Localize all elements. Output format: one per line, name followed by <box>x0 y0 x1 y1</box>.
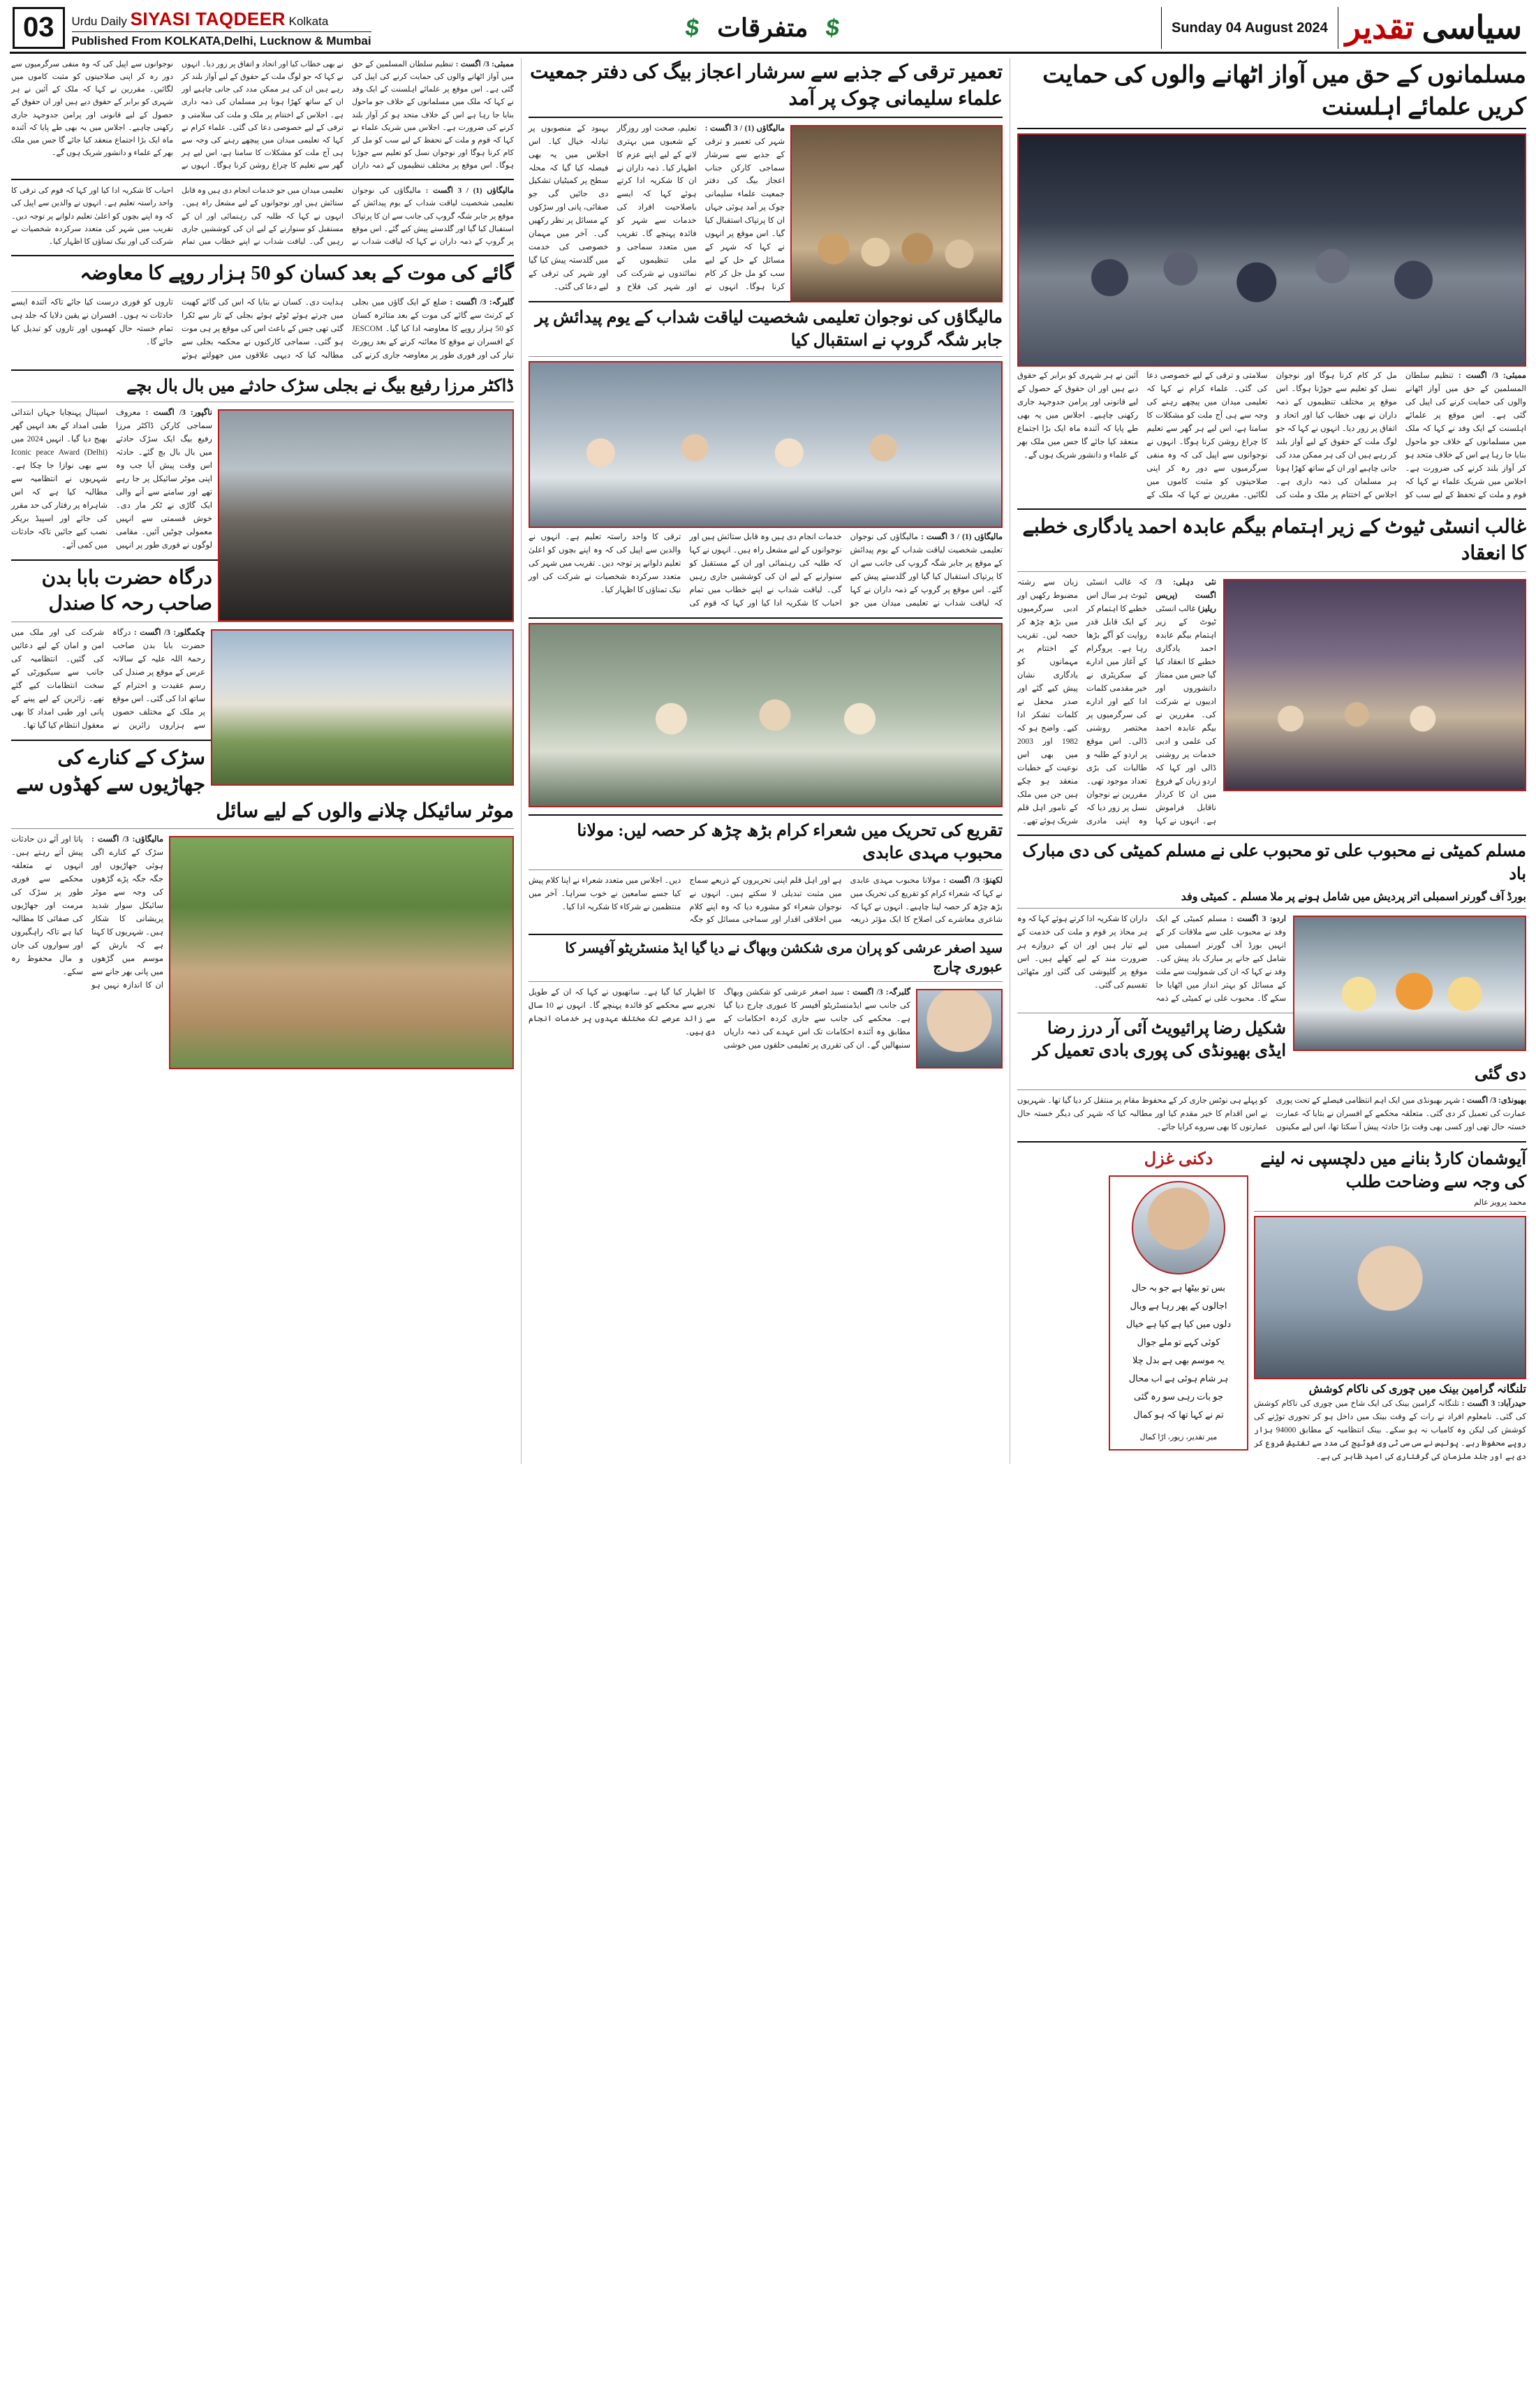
article-dateline: گلبرگہ: 3/ اگست : <box>450 298 515 307</box>
divider <box>11 291 514 292</box>
ghazal-lines <box>1114 1279 1243 1445</box>
divider <box>1017 1141 1526 1143</box>
ghazal-line: اجالوں کے پھر رہا ہے وبال <box>1130 1300 1227 1311</box>
ghazal-block <box>1109 1147 1248 1464</box>
article-headline: ڈاکٹر مرزا رفیع بیگ نے بجلی سڑک حادثے میں بال بال بچے <box>126 376 514 395</box>
masthead-title-block <box>72 8 371 48</box>
article-photo <box>1017 133 1526 367</box>
divider <box>529 117 1003 118</box>
article-dateline: حیدرآباد: 3 اگست : <box>1461 1399 1527 1408</box>
page-number: 03 <box>13 7 65 49</box>
article-body <box>529 874 1003 927</box>
article-liyaqat-shadab <box>529 307 1003 610</box>
article-body <box>1017 913 1286 1006</box>
published-from: Published From KOLKATA,Delhi, Lucknow & Mumbai <box>72 31 371 48</box>
article-dateline: بھیونڈی: 3/ اگست : <box>1462 1096 1527 1106</box>
article-photo <box>529 361 1003 528</box>
article-dateline: گلبرگہ: 3/ اگست : <box>846 988 910 997</box>
divider <box>529 356 1003 357</box>
masthead-brand-line <box>72 8 371 31</box>
ghazal-line: یہ موسم بھی ہے بدل چلا <box>1132 1354 1225 1365</box>
article-subhead: بورڈ آف گورنر اسمبلی اتر پردیش میں شامل ہونے پر ملا مسلم ۔ کمیٹی وفد <box>1181 891 1526 904</box>
article-photo <box>218 409 514 622</box>
divider <box>1254 1211 1526 1212</box>
article-body <box>11 833 163 992</box>
brand-roman: SIYASI TAQDEER <box>130 8 286 30</box>
article-headline: سڑک کے کنارے کی جھاڑیوں سے کھڈوں سے موٹر سائیکل چلانے والوں کے لیے سائل <box>16 747 514 822</box>
ghazal-line: جو بات رہی سو رہ گئی <box>1133 1390 1223 1402</box>
article-text: ضلع کے ایک گاؤں میں بجلی کے کرنٹ سے گائے کی موت کے بعد متاثرہ کسان کو 50 ہزار روپے کا معاوضہ ادا کیا گیا۔ JESCOM کے افسران نے موقع کا معائنہ کرنے کے بعد رپورٹ تیار کی اور فوری طور پر معاوضہ جاری کرنے کی ہدایت دی۔ کسان نے بتایا کہ اس کی گائے کھیت میں چرتے ہوئے ٹوٹے ہوئے بجلی کے تار سے ٹکرا گئی تھی جس کے باعث اس کی موقع پر ہی موت ہو گئی۔ سماجی کارکنوں نے محکمہ بجلی سے مطالبہ کیا کہ دیہی علاقوں میں جھولتے ہوئے تاروں کو فوری درست کیا جائے تاکہ آئندہ ایسے حادثات نہ ہوں۔ افسران نے یقین دلایا کہ جلد ہی تمام خستہ حال کھمبوں اور تاروں کو تبدیل کیا جائے گا۔ <box>11 298 514 360</box>
article-text: تنظیم سلطان المسلمین کے حق میں آواز اٹھانے والوں کی حمایت کرنے کی اپیل کی گئی ہے۔ اس موقع پر علمائے اہلسنت کے ایک وفد نے کہا کہ ملک میں مسلمانوں کے خلاف جو ماحول بنایا جا رہا ہے اس کے خلاف متحد ہو کر آواز بلند کرنے کی ضرورت ہے۔ اجلاس میں شریک علماء نے کہا کہ قوم و ملت کے تحفظ کے لیے سب کو مل کر کام کرنا ہوگا اور نوجوان نسل کو تعلیم سے جوڑنا ہوگا۔ اس موقع پر مختلف تنظیموں کے ذمہ داران نے بھی خطاب کیا اور اتحاد و اتفاق پر زور دیا۔ انہوں نے کہا کہ جو لوگ ملت کے حقوق کے لیے آواز بلند کر رہے ہیں ان کی ہر ممکن مدد کی جانی چاہیے اور ان کے ساتھ کھڑا ہونا ہر مسلمان کی ذمہ داری ہے۔ اجلاس کے اختتام پر ملک و ملت کی سلامتی و ترقی کے لیے خصوصی دعا کی گئی۔ علماء کرام نے کہا کہ تعلیمی میدان میں پیچھے رہنے کی وجہ سے ہی آج ملت کو مشکلات کا سامنا ہے، اس لیے ہر گھر سے تعلیم کا چراغ روشن کرنا ہوگا۔ انہوں نے نوجوانوں سے اپیل کی کہ وہ منفی سرگرمیوں سے دور رہ کر اپنی صلاحیتوں کو مثبت کاموں میں لگائیں۔ مقررین نے کہا کہ ملک کے آئین نے ہر شہری کو برابر کے حقوق دیے ہیں اور ان حقوق کے حصول کے لیے قانونی اور پرامن جدوجہد جاری رکھنی چاہیے۔ اجلاس میں یہ بھی طے پایا کہ آئندہ ماہ ایک بڑا اجتماع منعقد کیا جائے گا جس میں ملک بھر کے علماء و دانشور شریک ہوں گے۔ <box>1017 371 1526 499</box>
article-headline: غالب انسٹی ٹیوٹ کے زیر اہتمام بیگم عابدہ احمد یادگاری خطبے کا انعقاد <box>1022 516 1526 565</box>
masthead-center <box>371 7 1154 49</box>
dollar-icon: $ <box>684 14 701 41</box>
article-body <box>11 406 212 552</box>
divider <box>1017 571 1526 572</box>
ghazal-line: تم نے کہا تھا کہ ہو کمال <box>1133 1409 1224 1420</box>
divider <box>529 934 1003 935</box>
article-headline: آیوشمان کارڈ بنانے میں دلچسپی نہ لینے کی وجہ سے وضاحت طلب <box>1260 1150 1526 1191</box>
article-photo <box>169 836 514 1069</box>
divider <box>1017 835 1526 836</box>
article-ayushman-card <box>1254 1147 1526 1464</box>
nameplate <box>1345 12 1522 44</box>
nameplate-part-1: سیاسی <box>1421 10 1522 45</box>
article-headline: تعمیر ترقی کے جذبے سے سرشار اعجاز بیگ کی دفتر جمعیت علماء سلیمانی چوک پر آمد <box>530 61 1003 110</box>
masthead-city: Kolkata <box>288 15 329 29</box>
divider <box>1017 128 1526 129</box>
article-body <box>529 122 785 295</box>
article-body <box>529 531 1003 610</box>
article-dateline: مالیگاؤں (1) / 3 اگست : <box>425 186 514 196</box>
article-muslim-support-continued <box>11 58 514 172</box>
article-text: درگاہ حضرت بابا بدن صاحب رحمۃ اللہ علیہ کے سالانہ عرس کے موقع پر صندل کی رسم عقیدت و احترام کے ساتھ ادا کی گئی۔ اس موقع پر ملک کے مختلف حصوں سے ہزاروں زائرین نے شرکت کی اور ملک میں امن و امان کے لیے دعائیں کی گئیں۔ انتظامیہ کی جانب سے سیکیورٹی کے سخت انتظامات کیے گئے تھے۔ زائرین کے لیے پینے کے پانی اور طبی امداد کا بھی معقول انتظام کیا گیا تھا۔ <box>11 629 205 731</box>
article-text: تلنگانہ گرامین بینک کی ایک شاخ میں چوری کی ناکام کوشش کی گئی۔ نامعلوم افراد نے رات کے وقت بینک میں داخل ہو کر تجوری توڑنے کی کوشش کی لیکن وہ کامیاب نہ ہو سکے۔ بینک انتظامیہ کے مطابق 94000 ہزار روپے محفوظ رہے۔ پولیس نے سی سی ٹی وی فوٹیج کی مدد سے تفتیش شروع کر دی ہے اور جلد ملزمان کی گرفتاری کی امید ظاہر کی ہے۔ <box>1254 1399 1527 1461</box>
article-photo <box>1254 1216 1526 1379</box>
article-dateline: ناگپور: 3/ اگست : <box>145 409 213 417</box>
article-asghar-arshi <box>529 939 1003 1052</box>
article-dateline: لکھنؤ: 3/ اگست : <box>943 876 1003 885</box>
article-liyaqat-continued <box>11 184 514 248</box>
divider <box>1017 1089 1526 1090</box>
divider <box>529 869 1003 870</box>
divider <box>11 179 514 180</box>
article-cow-compensation <box>11 260 514 362</box>
masthead <box>10 7 1526 54</box>
divider <box>529 617 1003 619</box>
article-body <box>11 296 514 362</box>
divider <box>529 981 1003 982</box>
article-dateline: نئی دہلی: 3/ اگست (پریس ریلیز) <box>1155 578 1216 613</box>
article-body <box>11 626 205 733</box>
section-title: متفرقات <box>717 14 808 42</box>
divider <box>11 369 514 371</box>
article-dateline: ممبئی: 3/ اگست : <box>1458 371 1527 380</box>
article-muslim-committee <box>1017 840 1526 1006</box>
article-text: سڑک کے کنارے اگی ہوئی جھاڑیوں اور جگہ جگہ پڑے گڑھوں کی وجہ سے موٹر سائیکل سوار شدید پریشانی کا شکار ہیں۔ شہریوں کا کہنا ہے کہ بارش کے موسم میں گڑھوں میں پانی بھر جانے سے ان کا اندازہ نہیں ہو پاتا اور آئے دن حادثات پیش آتے رہتے ہیں۔ انہوں نے متعلقہ محکمے سے فوری طور پر سڑک کی مرمت اور جھاڑیوں کی صفائی کا مطالبہ کیا ہے تاکہ راہگیروں اور سواروں کی جان و مال محفوظ رہ سکے۔ <box>11 835 163 990</box>
article-text: شہر کی تعمیر و ترقی کے جذبے سے سرشار سماجی کارکن جناب اعجاز بیگ کی دفتر جمعیت علماء سلیمانی چوک پر آمد ہوئی جہاں ان کا پرتپاک استقبال کیا گیا۔ اس موقع پر انہوں نے کہا کہ شہر کے مسائل کے حل کے لیے سب کو مل جل کر کام کرنا ہوگا۔ انہوں نے تعلیم، صحت اور روزگار کے شعبوں میں بہتری لانے کے لیے اپنے عزم کا اظہار کیا۔ ذمہ داران نے ان کا شکریہ ادا کرتے ہوئے کہا کہ ایسے باصلاحیت افراد کی خدمات سے شہر کو فائدہ پہنچے گا۔ تقریب میں متعدد سماجی و ملی تنظیموں کے نمائندوں نے شرکت کی اور شہر کی فلاح و بہبود کے منصوبوں پر تبادلہ خیال کیا۔ اس اجلاس میں یہ بھی فیصلہ کیا گیا کہ محلہ سطح پر کمیٹیاں تشکیل دی جائیں گی جو صفائی، پانی اور سڑکوں کے مسائل پر نظر رکھیں گی۔ آخر میں مہمان خصوصی کی خدمت میں گلدستہ پیش کیا گیا اور شہر کی ترقی کے لیے دعا کی گئی۔ <box>529 124 785 292</box>
article-photo <box>1223 579 1526 791</box>
article-headline: مالیگاؤں کی نوجوان تعلیمی شخصیت لیاقت شداب کے یوم پیدائش پر جابر شگہ گروپ نے استقبال کیا <box>535 309 1003 350</box>
article-body <box>529 986 910 1052</box>
ghazal-box <box>1109 1175 1248 1451</box>
article-headline: تقریع کی تحریک میں شعراء کرام بڑھ چڑھ کر حصہ لیں: مولانا محبوب مہدی عابدی <box>577 821 1003 863</box>
masthead-logo <box>1345 7 1526 49</box>
ghazal-poet: میر تقدیر، زیور، اڑا کمال <box>1139 1432 1218 1441</box>
article-headline: شکیل رضا پرائیویٹ آئی آر درز رضا ایڈی بھیونڈی کی پوری بادی تعمیل کر دی گئی <box>1033 1020 1526 1083</box>
article-photo <box>529 623 1003 807</box>
bottom-right-block <box>1017 1147 1526 1464</box>
article-body <box>1254 1397 1526 1464</box>
article-poets-movement <box>529 820 1003 927</box>
article-headline: سید اصغر عرشی کو پران مری شکشن وبھاگ نے دیا گیا ایڈ منسٹریٹو آفیسر کا عبوری چارج <box>565 941 1003 976</box>
article-rafi-beg-accident <box>11 375 514 552</box>
article-headline: گائے کی موت کے بعد کسان کو 50 ہزار روپے کا معاوضہ <box>80 262 514 284</box>
ghazal-line: ہر شام ہوئی ہے اب محال <box>1128 1372 1229 1383</box>
article-body <box>11 58 514 172</box>
ghazal-line: دلوں میں کیا ہے کیا ہے خیال <box>1125 1318 1232 1329</box>
article-dateline: مالیگاؤں: 3/ اگست : <box>91 835 163 844</box>
ghazal-line: بس تو بیٹھا ہے جو بہ حال <box>1131 1282 1226 1293</box>
article-dateline: اردو: 3 اگست : <box>1230 915 1286 924</box>
article-headline: تلنگانہ گرامین بینک میں چوری کی ناکام کوشش <box>1308 1383 1526 1395</box>
ghazal-line: کوئی کہے تو ملے جوال <box>1137 1336 1220 1347</box>
article-text: غالب انسٹی ٹیوٹ کے زیر اہتمام بیگم عابدہ احمد یادگاری خطبے کا انعقاد کیا گیا جس میں ممتاز دانشوروں اور ادیبوں نے شرکت کی۔ مقررین نے بیگم عابدہ احمد کی علمی و ادبی خدمات پر روشنی ڈالی اور کہا کہ اردو زبان کے فروغ میں ان کا کردار ناقابل فراموش ہے۔ انہوں نے کہا کہ غالب انسٹی ٹیوٹ ہر سال اس خطبے کا اہتمام کر کے ایک قابل قدر روایت کو آگے بڑھا رہا ہے۔ پروگرام کے آغاز میں ادارے کے سکریٹری نے خیر مقدمی کلمات ادا کیے اور ادارے کی سرگرمیوں پر مختصر روشنی ڈالی۔ اس موقع پر اردو کے طلبہ و طالبات کی بڑی تعداد موجود تھی۔ مقررین نے نوجوان نسل پر زور دیا کہ وہ اپنی مادری زبان سے رشتہ مضبوط رکھیں اور ادبی سرگرمیوں میں بڑھ چڑھ کر حصہ لیں۔ تقریب کے اختتام پر مہمانوں کو یادگاری نشان پیش کیے گئے اور صدر محفل نے کلمات تشکر ادا کیے۔ واضح ہو کہ 1982 اور 2003 میں بھی اس نوعیت کے خطبات منعقد ہو چکے ہیں جن میں ملک کے نامور اہل قلم شریک ہوئے تھے۔ <box>1017 578 1216 825</box>
divider <box>11 255 514 256</box>
article-ijaz-beg <box>529 59 1003 294</box>
article-ghalib-institute <box>1017 514 1526 828</box>
ghazal-title: دکنی غزل <box>1144 1150 1213 1169</box>
dollar-icon: $ <box>824 14 842 41</box>
article-photo <box>916 989 1003 1069</box>
column-left <box>11 58 521 1464</box>
article-headline: درگاہ حضرت بابا بدن صاحب رحہ کا صندل <box>41 566 212 615</box>
article-body <box>1017 576 1216 828</box>
article-text: مالیگاؤں کی نوجوان تعلیمی شخصیت لیاقت شداب کے یوم پیدائش کے موقع پر جابر شگہ گروپ کی جانب سے ان کا پرتپاک استقبال کیا گیا اور گلدستے پیش کیے گئے۔ اس موقع پر گروپ کے ذمہ داران نے کہا کہ لیاقت شداب نے تعلیمی میدان میں جو خدمات انجام دی ہیں وہ قابل ستائش ہیں اور نوجوانوں کے لیے مشعل راہ ہیں۔ انہوں نے کہا کہ طلبہ کی رہنمائی اور ان کے مستقبل کو سنوارنے کے لیے ان کی کوششیں جاری رہیں گی۔ لیاقت شداب نے اپنے خطاب میں تمام احباب کا شکریہ ادا کیا اور کہا کہ قوم کی ترقی کا واحد راستہ تعلیم ہے۔ انہوں نے والدین سے اپیل کی کہ وہ اپنے بچوں کو اعلیٰ تعلیم دلوانے پر توجہ دیں۔ تقریب میں شہر کی متعدد سرکردہ شخصیات نے شرکت کی اور نیک تمناؤں کا اظہار کیا۔ <box>529 532 1003 608</box>
article-muslim-support <box>1017 59 1526 501</box>
issue-date: Sunday 04 August 2024 <box>1161 7 1338 49</box>
article-headline: مسلمانوں کے حق میں آواز اٹھانے والوں کی حمایت کریں علمائے اہلسنت <box>1042 62 1526 120</box>
content-grid <box>10 58 1526 1464</box>
article-cow-compensation-photo <box>529 623 1003 807</box>
article-body <box>1017 369 1526 502</box>
article-photo <box>1293 916 1526 1051</box>
divider <box>11 828 514 829</box>
column-middle <box>521 58 1010 1464</box>
article-dateline: مالیگاؤں (1) / 3 اگست : <box>921 532 1003 541</box>
nameplate-part-2: تقدیر <box>1345 10 1415 45</box>
article-text: مولانا محبوب مہدی عابدی نے کہا کہ شعراء کرام کو تقریع کی تحریک میں بڑھ چڑھ کر حصہ لینا چاہیے۔ انہوں نے کہا کہ شاعری معاشرے کی اصلاح کا ایک مؤثر ذریعہ ہے اور اہل قلم اپنی تحریروں کے ذریعے سماج میں مثبت تبدیلی لا سکتے ہیں۔ انہوں نے نوجوان شعراء کو مشورہ دیا کہ وہ اپنے کلام میں اخلاقی اقدار اور سماجی مسائل کو جگہ دیں۔ اجلاس میں متعدد شعراء نے اپنا کلام پیش کیا جسے سامعین نے خوب سراہا۔ آخر میں منتظمین نے شرکاء کا شکریہ ادا کیا۔ <box>529 876 1003 925</box>
urdu-daily-label: Urdu Daily <box>71 15 127 29</box>
article-dateline: ممبئی: 3/ اگست : <box>455 60 514 68</box>
article-text: تنظیم سلطان المسلمین کے حق میں آواز اٹھانے والوں کی حمایت کرنے کی اپیل کی گئی ہے۔ اس موقع پر علمائے اہلسنت کے ایک وفد نے کہا کہ ملک میں مسلمانوں کے خلاف جو ماحول بنایا جا رہا ہے اس کے خلاف متحد ہو کر آواز بلند کرنے کی ضرورت ہے۔ اجلاس میں شریک علماء نے کہا کہ قوم و ملت کے تحفظ کے لیے سب کو مل کر کام کرنا ہوگا اور نوجوان نسل کو تعلیم سے جوڑنا ہوگا۔ اس موقع پر مختلف تنظیموں کے ذمہ داران نے بھی خطاب کیا اور اتحاد و اتفاق پر زور دیا۔ انہوں نے کہا کہ جو لوگ ملت کے حقوق کے لیے آواز بلند کر رہے ہیں ان کی ہر ممکن مدد کی جانی چاہیے اور ان کے ساتھ کھڑا ہونا ہر مسلمان کی ذمہ داری ہے۔ اجلاس کے اختتام پر ملک و ملت کی سلامتی و ترقی کے لیے خصوصی دعا کی گئی۔ علماء کرام نے کہا کہ تعلیمی میدان میں پیچھے رہنے کی وجہ سے ہی آج ملت کو مشکلات کا سامنا ہے، اس لیے ہر گھر سے تعلیم کا چراغ روشن کرنا ہوگا۔ انہوں نے نوجوانوں سے اپیل کی کہ وہ منفی سرگرمیوں سے دور رہ کر اپنی صلاحیتوں کو مثبت کاموں میں لگائیں۔ مقررین نے کہا کہ ملک کے آئین نے ہر شہری کو برابر کے حقوق دیے ہیں اور ان حقوق کے حصول کے لیے قانونی اور پرامن جدوجہد جاری رکھنی چاہیے۔ اجلاس میں یہ بھی طے پایا کہ آئندہ ماہ ایک بڑا اجتماع منعقد کیا جائے گا جس میں ملک بھر کے علماء و دانشور شریک ہوں گے۔ <box>11 60 514 170</box>
article-text: مسلم کمیٹی کے ایک وفد نے محبوب علی سے ملاقات کر کے انہیں بورڈ آف گورنر اسمبلی میں شامل کیے جانے پر مبارک باد پیش کی۔ وفد نے کہا کہ ان کی شمولیت سے ملت کے مسائل کو بہتر انداز میں اٹھایا جا سکے گا۔ محبوب علی نے کمیٹی کے ذمہ داران کا شکریہ ادا کرتے ہوئے کہا کہ وہ ہر محاذ پر قوم و ملت کی خدمت کے لیے تیار ہیں اور ان کے دروازے ہر ضرورت مند کے لیے کھلے ہیں۔ اس موقع پر گلپوشی کی گئی اور مٹھائی تقسیم کی گئی۔ <box>1017 915 1286 1004</box>
divider <box>1017 908 1526 909</box>
article-byline: محمد پرویز عالم <box>1474 1198 1526 1207</box>
divider <box>1017 508 1526 510</box>
article-text: سید اصغر عرشی کو شکشن وبھاگ کی جانب سے ایڈمنسٹریٹو آفیسر کا عبوری چارج دیا گیا ہے۔ محکمے کی جانب سے جاری کردہ احکامات کے مطابق وہ آئندہ احکامات تک اس عہدے کی ذمہ داریاں سنبھالیں گے۔ ان کی تقرری پر تعلیمی حلقوں میں خوشی کا اظہار کیا گیا ہے۔ ساتھیوں نے کہا کہ ان کے طویل تجربے سے محکمے کو فائدہ پہنچے گا۔ انہوں نے 10 سال سے زائد عرصے تک مختلف عہدوں پر خدمات انجام دی ہیں۔ <box>529 988 910 1050</box>
article-photo <box>790 125 1003 302</box>
article-text: معروف سماجی کارکن ڈاکٹر مرزا رفیع بیگ ایک سڑک حادثے میں بال بال بچ گئے۔ حادثہ اس وقت پیش آیا جب وہ اپنی موٹر سائیکل پر جا رہے تھے اور سامنے سے آنے والی ایک گاڑی نے ٹکر مار دی۔ خوش قسمتی سے انہیں معمولی چوٹیں آئیں۔ مقامی لوگوں نے فوری طور پر انہیں اسپتال پہنچایا جہاں ابتدائی طبی امداد کے بعد انہیں گھر بھیج دیا گیا۔ انہیں 2024 میں Iconic peace Award (Delhi) سے بھی نوازا جا چکا ہے۔ شہریوں نے انتظامیہ سے مطالبہ کیا ہے کہ اس شاہراہ پر رفتار کی حد مقرر کی جائے اور اسپیڈ بریکر نصب کیے جائیں تاکہ حادثات میں کمی آئے۔ <box>11 409 212 550</box>
article-photo <box>211 629 514 786</box>
masthead-left <box>10 7 371 49</box>
poet-portrait <box>1132 1181 1225 1275</box>
article-headline: مسلم کمیٹی نے محبوب علی تو محبوب علی نے مسلم کمیٹی کی دی مبارک باد <box>1022 842 1526 883</box>
divider <box>529 814 1003 816</box>
article-body <box>1017 1094 1526 1134</box>
column-right <box>1010 58 1526 1464</box>
article-body <box>11 184 514 248</box>
article-text: شہر بھیونڈی میں ایک اہم انتظامی فیصلے کے تحت پوری عمارت کی تعمیل کر دی گئی۔ متعلقہ محکمے کے افسران نے بتایا کہ عمارت خستہ حال تھی اور کسی بھی وقت بڑا حادثہ پیش آ سکتا تھا، اس لیے مکینوں کو پہلے ہی نوٹس جاری کر کے محفوظ مقام پر منتقل کر دیا گیا تھا۔ شہریوں نے اس اقدام کا خیر مقدم کیا اور مطالبہ کیا کہ شہر کی دیگر خستہ حال عمارتوں کا بھی سروے کرایا جائے۔ <box>1017 1096 1526 1132</box>
article-dateline: چکمگلور: 3/ اگست : <box>133 629 205 638</box>
article-dateline: مالیگاؤں (1) / 3 اگست : <box>704 124 785 133</box>
article-text: مالیگاؤں کی نوجوان تعلیمی شخصیت لیاقت شداب کے یوم پیدائش کے موقع پر جابر شگہ گروپ کی جانب سے ان کا پرتپاک استقبال کیا گیا اور گلدستے پیش کیے گئے۔ اس موقع پر گروپ کے ذمہ داران نے کہا کہ لیاقت شداب نے تعلیمی میدان میں جو خدمات انجام دی ہیں وہ قابل ستائش ہیں اور نوجوانوں کے لیے مشعل راہ ہیں۔ انہوں نے کہا کہ طلبہ کی رہنمائی اور ان کے مستقبل کو سنوارنے کے لیے ان کی کوششیں جاری رہیں گی۔ لیاقت شداب نے اپنے خطاب میں تمام احباب کا شکریہ ادا کیا اور کہا کہ قوم کی ترقی کا واحد راستہ تعلیم ہے۔ انہوں نے والدین سے اپیل کی کہ وہ اپنے بچوں کو اعلیٰ تعلیم دلوانے پر توجہ دیں۔ تقریب میں شہر کی متعدد سرکردہ شخصیات نے شرکت کی اور نیک تمناؤں کا اظہار کیا۔ <box>11 186 514 246</box>
